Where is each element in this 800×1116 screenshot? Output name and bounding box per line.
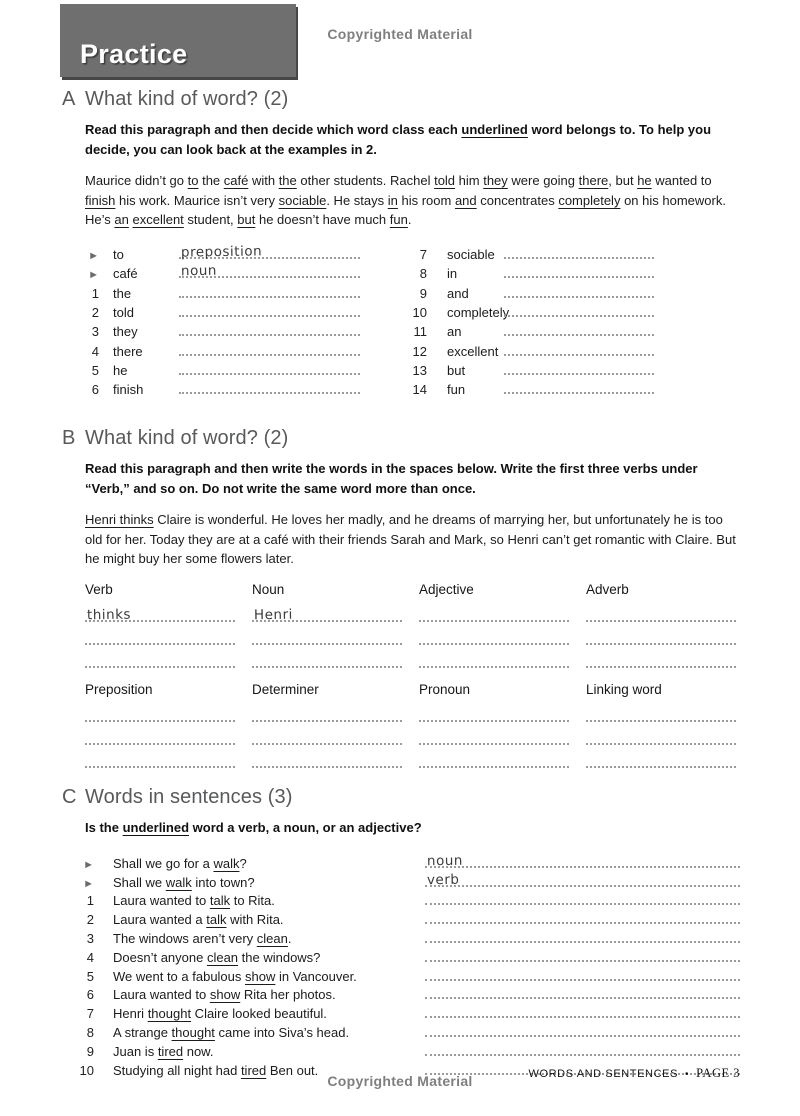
list-item [85, 927, 740, 946]
column-header: Preposition [85, 681, 153, 697]
text-segment: A strange [113, 1025, 172, 1041]
text-segment: in Vancouver. [275, 968, 357, 984]
answer-line[interactable] [425, 979, 740, 981]
page-number: PAGE 3 [696, 1066, 740, 1080]
item-number: 8 [86, 1025, 94, 1041]
text-segment: Rita her photos. [240, 987, 336, 1003]
list-item [409, 281, 654, 300]
text-segment: Shall we go for a [113, 855, 214, 871]
underlined-word: show [209, 987, 241, 1003]
column-header: Noun [252, 581, 285, 597]
text-segment: . [287, 931, 292, 947]
item-number: 5 [86, 968, 94, 984]
answer-line[interactable] [252, 622, 402, 645]
list-item [85, 359, 360, 378]
list-item [85, 281, 360, 300]
item-number: 6 [86, 987, 94, 1003]
list-item [85, 378, 360, 397]
item-number: 9 [419, 285, 427, 301]
example-arrow-icon: ► [88, 250, 99, 263]
answer-line[interactable] [504, 354, 654, 356]
sentence [113, 893, 425, 908]
list-item [85, 1021, 740, 1040]
item-number: 3 [91, 324, 99, 340]
section-a-exercise-list [85, 243, 740, 397]
underlined-word: underlined [122, 819, 190, 835]
list-item [85, 890, 740, 909]
item-word: finish [113, 382, 144, 398]
section-c-exercise-list [79, 852, 740, 1078]
underlined-word: to [187, 173, 199, 189]
underlined-word: clean [256, 931, 288, 947]
section-a-left-column [85, 243, 360, 397]
answer-line[interactable] [252, 599, 402, 622]
answer-line[interactable] [425, 1016, 740, 1018]
section-a-instructions [85, 120, 740, 160]
answer-line[interactable] [419, 722, 569, 745]
item-number: 3 [86, 931, 94, 947]
answer-line[interactable] [179, 315, 360, 317]
text-segment: Maurice didn’t go [85, 173, 188, 189]
list-item [85, 871, 740, 890]
underlined-word: walk [165, 874, 192, 890]
answer-line[interactable] [85, 599, 235, 622]
underlined-word: an [114, 212, 129, 228]
text-segment: Ben out. [266, 1062, 319, 1078]
text-segment: Juan is [113, 1043, 158, 1059]
sentence [113, 950, 425, 965]
answer-line[interactable] [179, 334, 360, 336]
text-segment: the [198, 173, 224, 189]
example-arrow-icon: ► [83, 877, 94, 890]
watermark-top: Copyrighted Material [327, 26, 473, 42]
item-word: he [113, 362, 128, 378]
text-segment: concentrates [476, 192, 559, 208]
text-segment: . He stays [326, 192, 388, 208]
list-item [85, 320, 360, 339]
text-segment: to Rita. [230, 893, 275, 909]
text-segment: word a verb, a noun, or an adjective? [189, 819, 422, 835]
bullet-separator: • [685, 1069, 690, 1080]
answer-line[interactable] [586, 622, 736, 645]
section-b-title: What kind of word? (2) [85, 427, 289, 450]
item-number: 14 [412, 382, 427, 398]
list-item [85, 908, 740, 927]
answer-line[interactable] [252, 645, 402, 668]
item-number: 1 [86, 893, 94, 909]
underlined-word: the [278, 173, 297, 189]
answer-line[interactable] [504, 334, 654, 336]
column-adjective [419, 582, 569, 668]
list-item [85, 984, 740, 1003]
list-item [85, 301, 360, 320]
handwritten-answer: verb [426, 871, 460, 888]
answer-line[interactable] [419, 599, 569, 622]
handwritten-answer: Henri [253, 606, 293, 624]
answer-line[interactable] [85, 645, 235, 668]
column-verb [85, 582, 235, 668]
book-title: WORDS AND SENTENCES [528, 1068, 679, 1080]
list-item [409, 378, 654, 397]
item-number: 13 [412, 362, 427, 378]
answer-line[interactable] [504, 373, 654, 375]
answer-line[interactable] [586, 722, 736, 745]
section-c-letter: C [62, 785, 77, 808]
item-word: told [113, 304, 134, 320]
list-item [85, 243, 360, 262]
example-arrow-icon: ► [83, 858, 94, 871]
text-segment: Claire is wonderful. He loves her madly, and he dreams of marrying her, but unfortunately he is too old for her. Today they are at a café with their friends Sarah and Mark, so Henri can’t get romantic with Claire. But he might buy her some flowers later. [85, 512, 736, 567]
column-linking-word [586, 682, 736, 768]
column-noun [252, 582, 402, 668]
item-number: 8 [419, 266, 427, 282]
text-segment: ? [239, 855, 247, 871]
section-c-title: Words in sentences (3) [85, 785, 293, 808]
column-pronoun [419, 682, 569, 768]
text-segment: his room [397, 192, 455, 208]
handwritten-answer: thinks [86, 606, 132, 624]
item-number: 10 [79, 1062, 94, 1078]
underlined-word: excellent [132, 212, 184, 228]
underlined-word: tired [157, 1043, 184, 1059]
answer-line[interactable] [179, 354, 360, 356]
list-item [85, 262, 360, 281]
list-item [85, 965, 740, 984]
column-determiner [252, 682, 402, 768]
handwritten-answer: preposition [180, 243, 263, 261]
item-number: 4 [86, 949, 94, 965]
section-b-instructions [85, 459, 740, 499]
word-class-table-row1 [85, 582, 740, 668]
text-segment: Is the [85, 819, 123, 835]
column-header: Verb [85, 581, 113, 597]
answer-line[interactable] [85, 699, 235, 722]
underlined-word: talk [206, 912, 227, 928]
section-a-right-column [409, 243, 654, 397]
item-word: fun [447, 382, 466, 398]
item-word: excellent [447, 343, 499, 359]
list-item [409, 262, 654, 281]
column-adverb [586, 582, 736, 668]
sentence [113, 931, 425, 946]
answer-line[interactable] [252, 699, 402, 722]
underlined-word: there [578, 173, 609, 189]
answer-line[interactable] [85, 722, 235, 745]
underlined-word: Henri thinks [85, 512, 154, 528]
handwritten-answer: noun [180, 263, 218, 280]
underlined-word: show [245, 968, 276, 984]
item-number: 10 [412, 304, 427, 320]
sentence [113, 1025, 425, 1040]
section-b-letter: B [62, 427, 76, 450]
answer-line[interactable] [419, 745, 569, 768]
item-number: 1 [91, 285, 99, 301]
underlined-word: sociable [278, 192, 327, 208]
text-segment: into town? [191, 874, 255, 890]
sentence [113, 1006, 425, 1021]
text-segment: student, [183, 212, 238, 228]
answer-line[interactable] [179, 243, 360, 261]
column-header: Adverb [586, 581, 629, 597]
text-segment: he doesn’t have much [255, 212, 390, 228]
item-number: 4 [91, 343, 99, 359]
section-a-title: What kind of word? (2) [85, 88, 289, 110]
list-item [409, 320, 654, 339]
item-number: 12 [412, 343, 427, 359]
text-segment: Laura wanted a [113, 912, 207, 928]
item-number: 9 [86, 1043, 94, 1059]
text-segment: Studying all night had [113, 1062, 241, 1078]
underlined-word: he [637, 173, 652, 189]
underlined-word: but [237, 212, 256, 228]
item-word: they [113, 324, 138, 340]
underlined-word: fun [389, 212, 408, 228]
text-segment: , but [608, 173, 638, 189]
text-segment: Laura wanted to [113, 893, 210, 909]
item-number: 2 [86, 912, 94, 928]
column-preposition [85, 682, 235, 768]
section-a-letter: A [62, 88, 76, 110]
text-segment: Shall we [113, 874, 166, 890]
underlined-word: clean [206, 949, 239, 965]
sentence [113, 969, 425, 984]
text-segment: Claire looked beautiful. [191, 1006, 327, 1022]
text-segment: with [248, 173, 279, 189]
banner-title: Practice [80, 39, 188, 69]
text-segment: on his homework. He’s [85, 192, 726, 228]
answer-line[interactable] [85, 622, 235, 645]
underlined-word: they [483, 173, 508, 189]
item-number: 11 [413, 324, 427, 340]
underlined-word: completely [558, 192, 621, 208]
item-number: 6 [91, 382, 99, 398]
item-word: sociable [447, 247, 495, 263]
item-word: in [447, 266, 458, 282]
section-a [62, 88, 740, 397]
list-item [409, 359, 654, 378]
text-segment: came into Siva’s head. [214, 1025, 350, 1041]
answer-line[interactable] [504, 257, 654, 259]
underlined-word: thought [147, 1006, 192, 1022]
answer-line[interactable] [425, 1035, 740, 1037]
answer-line[interactable] [586, 699, 736, 722]
answer-line[interactable] [419, 645, 569, 668]
text-segment: . [407, 212, 412, 228]
answer-line[interactable] [179, 373, 360, 375]
sentence [113, 856, 425, 871]
answer-line[interactable] [586, 645, 736, 668]
section-c [62, 786, 740, 1078]
list-item [409, 301, 654, 320]
text-segment: with Rita. [226, 912, 284, 928]
text-segment: word belongs to. To help you decide, you can look back at the examples in 2. [85, 122, 712, 158]
list-item [85, 1040, 740, 1059]
text-segment: Henri [113, 1006, 148, 1022]
underlined-word: and [454, 192, 477, 208]
item-word: café [113, 266, 138, 282]
item-word: there [113, 343, 143, 359]
list-item [409, 339, 654, 358]
underlined-word: talk [209, 893, 231, 909]
underlined-word: told [434, 173, 456, 189]
running-footer [528, 1066, 740, 1081]
text-segment: Doesn’t anyone [113, 949, 207, 965]
text-segment: him [455, 173, 484, 189]
item-number: 2 [91, 304, 99, 320]
list-item [85, 339, 360, 358]
sentence [113, 987, 425, 1002]
answer-line[interactable] [504, 276, 654, 278]
answer-line[interactable] [425, 960, 740, 962]
text-segment: the windows? [238, 949, 321, 965]
answer-line[interactable] [419, 699, 569, 722]
section-a-heading [62, 88, 740, 111]
item-number: 7 [419, 247, 427, 263]
section-b-paragraph [85, 510, 740, 569]
list-item [85, 852, 740, 871]
answer-line[interactable] [586, 745, 736, 768]
item-word: to [113, 247, 124, 263]
answer-line[interactable] [252, 722, 402, 745]
column-header: Pronoun [419, 681, 471, 697]
column-header: Adjective [419, 581, 474, 597]
answer-line[interactable] [425, 1054, 740, 1056]
section-c-heading [62, 786, 740, 809]
list-item [409, 243, 654, 262]
answer-line[interactable] [586, 599, 736, 622]
section-a-paragraph [85, 171, 740, 230]
item-word: completely [447, 304, 510, 320]
underlined-word: walk [213, 855, 240, 871]
sentence [113, 875, 425, 890]
text-segment: wanted to [651, 173, 712, 189]
text-segment: The windows aren’t very [113, 931, 257, 947]
answer-line[interactable] [425, 941, 740, 943]
underlined-word: finish [85, 192, 116, 208]
text-segment: Read this paragraph and then write the words in the spaces below. Write the first three verbs under “Verb,” and so on. Do not write the same word more than once. [85, 461, 698, 497]
section-c-instructions [85, 818, 740, 838]
text-segment: his work. Maurice isn’t very [115, 192, 279, 208]
list-item [85, 946, 740, 965]
underlined-word: tired [240, 1062, 267, 1078]
list-item [85, 1002, 740, 1021]
answer-line[interactable] [504, 392, 654, 394]
answer-line[interactable] [504, 296, 654, 298]
item-number: 5 [91, 362, 99, 378]
answer-line[interactable] [425, 997, 740, 999]
text-segment: now. [183, 1043, 214, 1059]
answer-line[interactable] [419, 622, 569, 645]
page-content [62, 88, 740, 1078]
word-class-table-row2 [85, 682, 740, 768]
item-word: but [447, 362, 466, 378]
answer-line[interactable] [425, 922, 740, 924]
item-number: 7 [86, 1006, 94, 1022]
handwritten-answer: noun [426, 852, 464, 870]
underlined-word: in [387, 192, 398, 208]
section-b-heading [62, 427, 740, 450]
answer-line[interactable] [179, 392, 360, 394]
answer-line[interactable] [179, 296, 360, 298]
answer-line[interactable] [179, 263, 360, 280]
column-header: Determiner [252, 681, 319, 697]
underlined-word: underlined [461, 122, 528, 137]
answer-line[interactable] [425, 852, 740, 870]
column-header: Linking word [586, 681, 662, 697]
answer-line[interactable] [252, 745, 402, 768]
text-segment: Laura wanted to [113, 987, 210, 1003]
section-b [62, 427, 740, 768]
answer-line[interactable] [425, 871, 740, 888]
example-arrow-icon: ► [88, 269, 99, 282]
text-segment: Read this paragraph and then decide which word class each [85, 122, 462, 137]
answer-line[interactable] [504, 315, 654, 317]
text-segment: We went to a fabulous [113, 968, 246, 984]
sentence [113, 912, 425, 927]
underlined-word: café [223, 173, 249, 189]
item-word: an [447, 324, 462, 340]
item-word: and [447, 285, 469, 301]
sentence [113, 1044, 425, 1059]
watermark-bottom: Copyrighted Material [327, 1073, 473, 1089]
answer-line[interactable] [85, 745, 235, 768]
text-segment: other students. Rachel [296, 173, 435, 189]
text-segment: were going [507, 173, 579, 189]
underlined-word: thought [171, 1025, 215, 1041]
answer-line[interactable] [425, 903, 740, 905]
item-word: the [113, 285, 132, 301]
